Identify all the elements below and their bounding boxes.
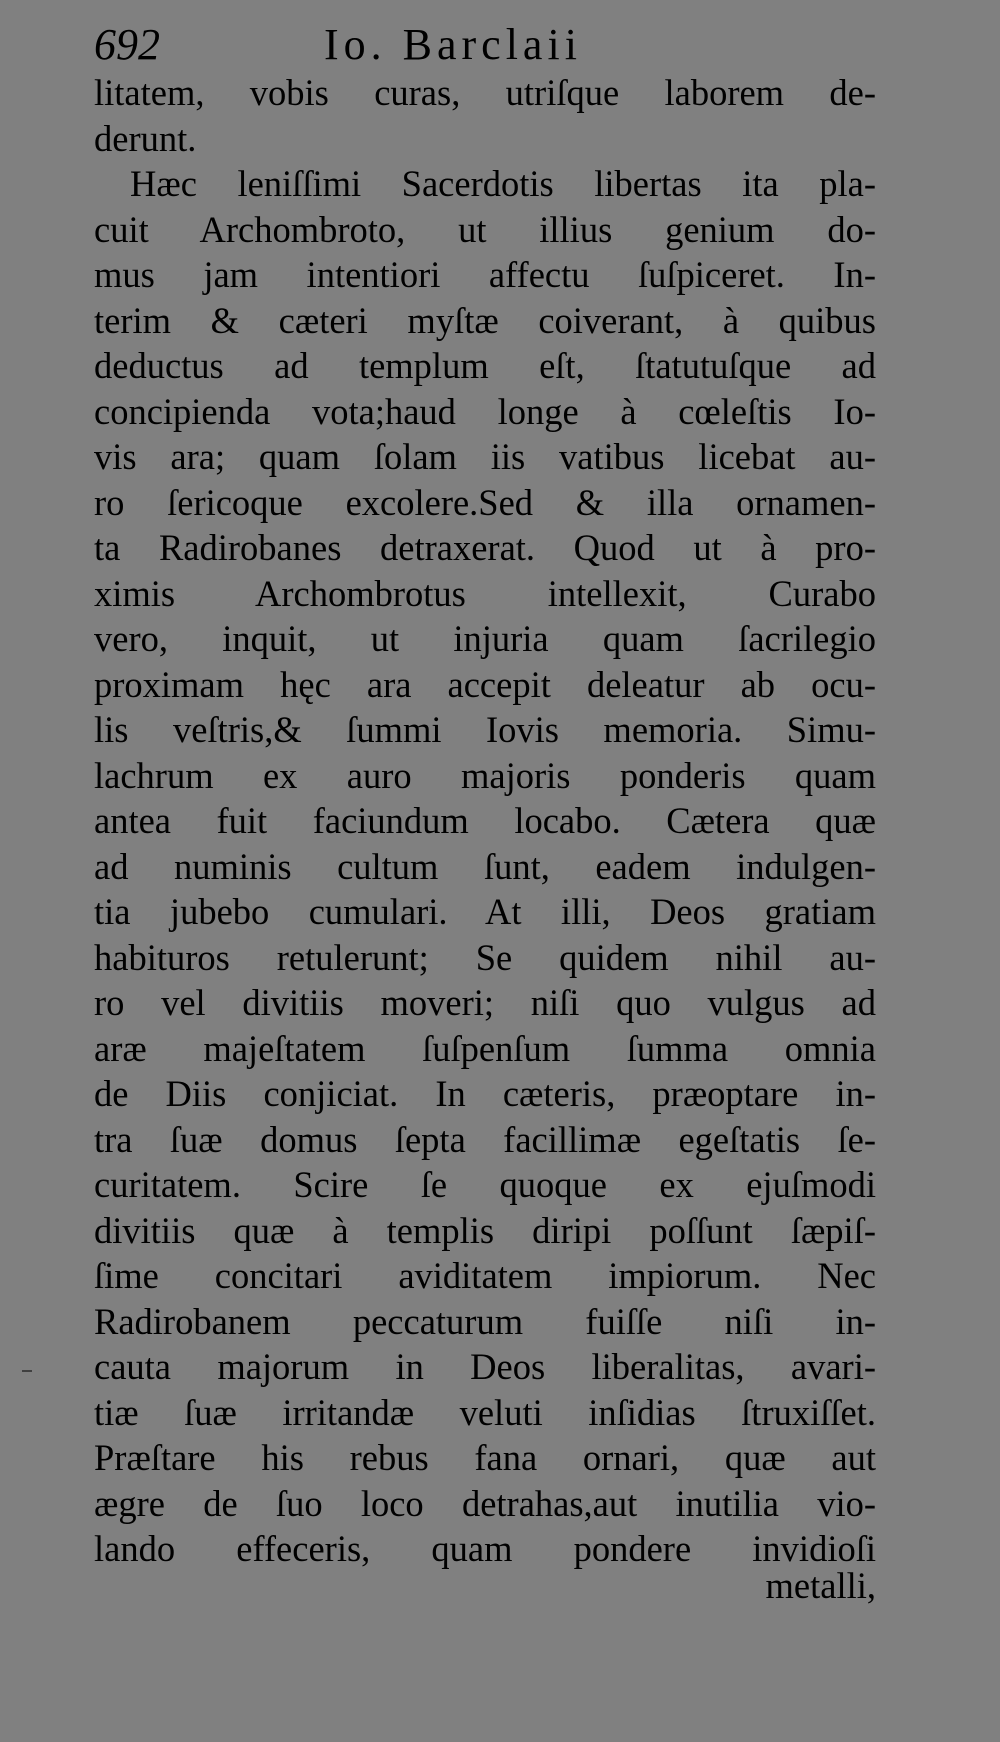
text-line: ro vel divitiis moveri; niſi quo vulgus ad — [94, 982, 876, 1023]
text-line: cauta majorum in Deos liberalitas, avari- — [94, 1346, 876, 1387]
running-head: Io. Barclaii — [324, 20, 582, 69]
page-number: 692 — [94, 20, 160, 69]
text-line: aræ majeſtatem ſuſpenſum ſumma omnia — [94, 1027, 876, 1069]
page-header — [94, 18, 874, 72]
text-line: litatem, vobis curas, utriſque laborem de- — [94, 72, 876, 113]
text-line: tra ſuæ domus ſepta facillimæ egeſtatis ſe- — [94, 1118, 876, 1160]
text-line: deductus ad templum eſt, ſtatutuſque ad — [94, 345, 876, 386]
margin-mark — [22, 1370, 32, 1372]
text-line: vis ara; quam ſolam iis vatibus licebat au- — [94, 436, 876, 477]
catchword: metalli, — [765, 1565, 876, 1606]
text-line: Radirobanem peccaturum fuiſſe niſi in- — [94, 1300, 876, 1342]
text-line: ægre de ſuo loco detrahas,aut inutilia vio- — [94, 1482, 876, 1524]
text-line: ad numinis cultum ſunt, eadem indulgen- — [94, 845, 876, 887]
text-line: Hæc leniſſimi Sacerdotis libertas ita pla- — [130, 163, 876, 204]
text-line: habituros retulerunt; Se quidem nihil au- — [94, 936, 876, 978]
text-line: derunt. — [94, 117, 197, 159]
text-line: de Diis conjiciat. In cæteris, præoptare in- — [94, 1073, 876, 1114]
text-line: mus jam intentiori affectu ſuſpiceret. In- — [94, 254, 876, 295]
text-line: concipienda vota;haud longe à cœleſtis Io- — [94, 390, 876, 432]
text-line: ſime concitari aviditatem impiorum. Nec — [94, 1255, 876, 1296]
text-line: lachrum ex auro majoris ponderis quam — [94, 754, 876, 796]
text-line: tiæ ſuæ irritandæ veluti inſidias ſtruxiſſet. — [94, 1391, 876, 1433]
text-line: antea fuit faciundum locabo. Cætera quæ — [94, 800, 876, 841]
text-line: proximam hęc ara accepit deleatur ab ocu- — [94, 663, 876, 705]
text-block — [94, 70, 876, 1572]
text-line: lando effeceris, quam pondere invidioſi — [94, 1528, 876, 1569]
text-line: Præſtare his rebus fana ornari, quæ aut — [94, 1437, 876, 1478]
text-line: ro ſericoque excolere.Sed & illa ornamen- — [94, 481, 876, 523]
text-line: lis veſtris,& ſummi Iovis memoria. Simu- — [94, 709, 876, 750]
text-line: terim & cæteri myſtæ coiverant, à quibus — [94, 299, 876, 341]
text-line: ximis Archombrotus intellexit, Curabo — [94, 572, 876, 614]
text-line: vero, inquit, ut injuria quam ſacrilegio — [94, 618, 876, 659]
text-line: curitatem. Scire ſe quoque ex ejuſmodi — [94, 1164, 876, 1205]
text-line: tia jubebo cumulari. At illi, Deos gratiam — [94, 891, 876, 932]
text-line: cuit Archombroto, ut illius genium do- — [94, 208, 876, 250]
text-line: divitiis quæ à templis diripi poſſunt ſæpiſ- — [94, 1209, 876, 1251]
text-line: ta Radirobanes detraxerat. Quod ut à pro- — [94, 527, 876, 568]
